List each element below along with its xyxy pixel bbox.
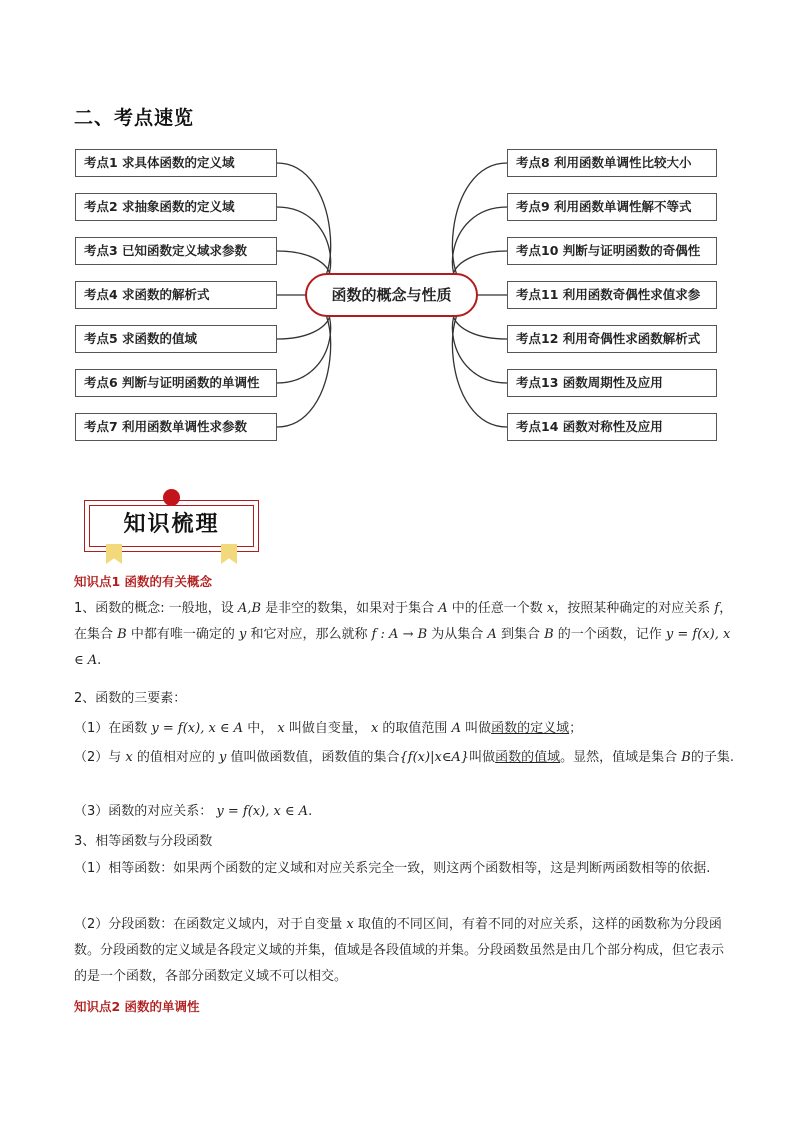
topic-box-12: 考点12 利用奇偶性求函数解析式 — [507, 325, 717, 353]
mindmap-center-node: 函数的概念与性质 — [305, 273, 478, 317]
topic-box-8: 考点8 利用函数单调性比较大小 — [507, 149, 717, 177]
paragraph-equal-functions: （1）相等函数：如果两个函数的定义域和对应关系完全一致，则这两个函数相等，这是判断两函数相等的依据. — [74, 861, 711, 876]
topic-box-6: 考点6 判断与证明函数的单调性 — [75, 369, 277, 397]
section-heading: 二、考点速览 — [74, 107, 195, 129]
paragraph-equal-piecewise-title: 3、相等函数与分段函数 — [74, 834, 213, 849]
topic-box-5: 考点5 求函数的值域 — [75, 325, 277, 353]
topic-box-1: 考点1 求具体函数的定义域 — [75, 149, 277, 177]
topic-box-14: 考点14 函数对称性及应用 — [507, 413, 717, 441]
topic-box-3: 考点3 已知函数定义域求参数 — [75, 237, 277, 265]
topic-box-11: 考点11 利用函数奇偶性求值求参 — [507, 281, 717, 309]
topic-box-7: 考点7 利用函数单调性求参数 — [75, 413, 277, 441]
topic-box-9: 考点9 利用函数单调性解不等式 — [507, 193, 717, 221]
paragraph-piecewise-functions: （2）分段函数：在函数定义域内，对于自变量 x 取值的不同区间，有着不同的对应关系，这样的函数称为分段函数。分段函数的定义域是各段定义域的并集，值域是各段值域的并集。分段函数虽然是由几个部分构成，但它表示的是一个函数，各部分函数定义域不可以相交。 — [74, 917, 725, 984]
topic-box-4: 考点4 求函数的解析式 — [75, 281, 277, 309]
banner-title: 知识梳理 — [89, 505, 254, 547]
topic-box-10: 考点10 判断与证明函数的奇偶性 — [507, 237, 717, 265]
paragraph-function-concept: 1、函数的概念: 一般地，设 A,B 是非空的数集，如果对于集合 A 中的任意一个数 x，按照某种确定的对应关系 f，在集合 B 中都有唯一确定的 y 和它对应，那么就称 f : A → B 为从集合 A 到集合 B 的一个函数，记作 y = f(x), x ∈ A. — [74, 601, 733, 668]
paragraph-element-domain: （1）在函数 y = f(x), x ∈ A 中， x 叫做自变量， x 的取值范围 A 叫做函数的定义域； — [74, 721, 583, 736]
mindmap-connectors — [0, 0, 794, 470]
section-banner — [84, 500, 259, 552]
ribbon-left-icon — [106, 544, 122, 564]
banner-pin-icon — [163, 489, 180, 506]
paragraph-element-mapping: （3）函数的对应关系： y = f(x), x ∈ A. — [74, 804, 313, 819]
ribbon-right-icon — [221, 544, 237, 564]
knowledge-point-2-title: 知识点2 函数的单调性 — [74, 999, 200, 1014]
knowledge-point-1-title: 知识点1 函数的有关概念 — [74, 574, 213, 589]
paragraph-element-range: （2）与 x 的值相对应的 y 值叫做函数值，函数值的集合{f(x)|x∈A}叫做函数的值域。显然，值域是集合 B的子集. — [74, 750, 734, 765]
topic-box-2: 考点2 求抽象函数的定义域 — [75, 193, 277, 221]
paragraph-three-elements-title: 2、函数的三要素： — [74, 691, 187, 706]
topic-box-13: 考点13 函数周期性及应用 — [507, 369, 717, 397]
